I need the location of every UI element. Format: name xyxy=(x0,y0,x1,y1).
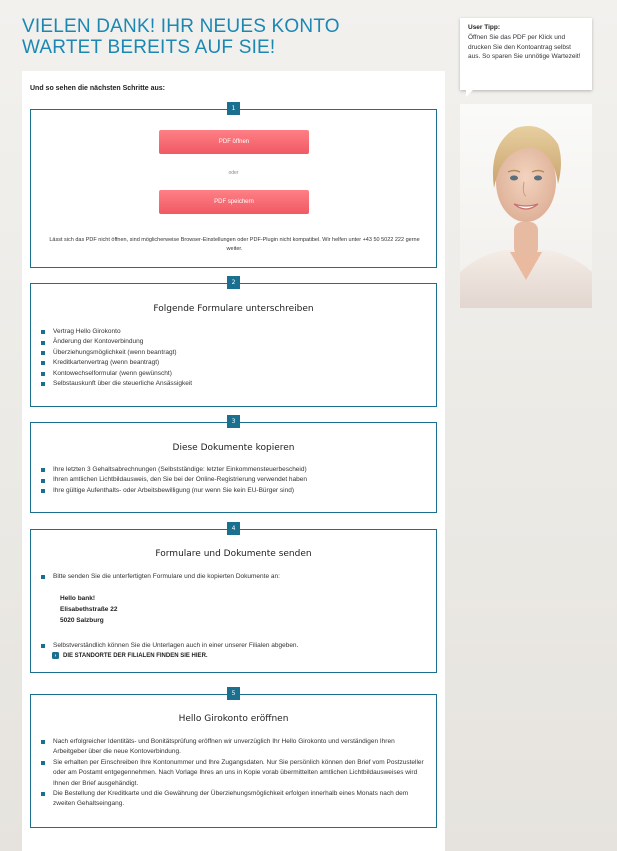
postal-address xyxy=(60,594,117,626)
list-item: Änderung der Kontoverbindung xyxy=(41,337,426,347)
send-instructions xyxy=(41,572,426,582)
pdf-save-button[interactable]: PDF speichern xyxy=(159,190,309,214)
account-opening-list xyxy=(41,737,426,810)
step-5-number: 5 xyxy=(227,687,240,700)
list-item: Ihren amtlichen Lichtbildausweis, den Sie bei der Online-Registrierung verwendet haben xyxy=(41,475,426,485)
step-1-box xyxy=(30,105,437,268)
address-line: Elisabethstraße 22 xyxy=(60,605,118,613)
list-item: Kreditkartenvertrag (wenn beantragt) xyxy=(41,358,426,368)
user-tip-title: User Tipp: xyxy=(468,24,501,31)
pdf-open-button[interactable]: PDF öffnen xyxy=(159,130,309,154)
branch-locations-link-label: DIE STANDORTE DER FILIALEN FINDEN SIE HIER. xyxy=(63,652,208,659)
step-1-number: 1 xyxy=(227,102,240,115)
list-item: Ihre letzten 3 Gehaltsabrechnungen (Selbstständige: letzter Einkommensteuerbescheid) xyxy=(41,465,426,475)
arrow-right-icon: › xyxy=(52,652,59,659)
step-4-number: 4 xyxy=(227,522,240,535)
pdf-help-note: Lässt sich das PDF nicht öffnen, sind möglicherweise Browser-Einstellungen oder PDF-Plugin nicht kompatibel. Wir helfen unter +43 50 5022 222 gerne weiter. xyxy=(49,237,420,252)
forms-list xyxy=(41,327,426,389)
or-separator: oder xyxy=(228,170,239,176)
list-item: Nach erfolgreicher Identitäts- und Bonitätsprüfung eröffnen wir unverzüglich Ihr Hello Girokonto und verständigen Ihren Arbeitgeber über die neue Kontoverbindung. xyxy=(41,737,426,758)
step-4-title: Formulare und Dokumente senden xyxy=(155,549,312,559)
step-2-number: 2 xyxy=(227,276,240,289)
list-item: Selbstauskunft über die steuerliche Ansässigkeit xyxy=(41,379,426,389)
intro-text: Und so sehen die nächsten Schritte aus: xyxy=(30,85,165,92)
step-4-box xyxy=(30,525,437,673)
list-item: Selbstverständlich können Sie die Unterlagen auch in einer unserer Filialen abgeben. xyxy=(41,641,426,651)
steps-panel xyxy=(22,71,445,851)
address-line: 5020 Salzburg xyxy=(60,616,104,624)
page-title: VIELEN DANK! IHR NEUES KONTO WARTET BEREITS AUF SIE! xyxy=(22,16,340,58)
step-2-box xyxy=(30,279,437,407)
branch-locations-link[interactable] xyxy=(52,652,208,659)
list-item: Vertrag Hello Girokonto xyxy=(41,327,426,337)
list-item: Die Bestellung der Kreditkarte und die Gewährung der Überziehungsmöglichkeit erfolgen innerhalb eines Monats nach dem zweiten Gehaltseingang. xyxy=(41,789,426,810)
step-3-box xyxy=(30,418,437,513)
portrait-photo xyxy=(460,104,592,308)
list-item: Ihre gültige Aufenthalts- oder Arbeitsbewilligung (nur wenn Sie kein EU-Bürger sind) xyxy=(41,486,426,496)
documents-list xyxy=(41,465,426,496)
step-5-title: Hello Girokonto eröffnen xyxy=(178,714,289,724)
branch-info xyxy=(41,641,426,651)
step-5-box xyxy=(30,690,437,828)
step-2-title: Folgende Formulare unterschreiben xyxy=(153,304,314,314)
list-item: Überziehungsmöglichkeit (wenn beantragt) xyxy=(41,348,426,358)
user-tip-text: Öffnen Sie das PDF per Klick und drucken Sie den Kontoantrag selbst aus. So sparen Sie unnötige Wartezeit! xyxy=(468,34,581,61)
user-tip-bubble xyxy=(460,18,592,90)
woman-portrait-illustration xyxy=(460,104,592,308)
step-3-title: Diese Dokumente kopieren xyxy=(172,443,295,453)
step-3-number: 3 xyxy=(227,415,240,428)
list-item: Sie erhalten per Einschreiben Ihre Kontonummer und Ihre Zugangsdaten. Nur Sie persönlich können den Brief vom Postzusteller oder am Postamt entgegennehmen. Nach Vorlage Ihres an uns in Kopie vorab übermittelten amtlichen Lichtbildausweises wird Ihnen der Brief ausgehändigt. xyxy=(41,758,426,789)
list-item: Bitte senden Sie die unterfertigten Formulare und die kopierten Dokumente an: xyxy=(41,572,426,582)
address-line: Hello bank! xyxy=(60,595,96,602)
list-item: Kontowechselformular (wenn gewünscht) xyxy=(41,369,426,379)
